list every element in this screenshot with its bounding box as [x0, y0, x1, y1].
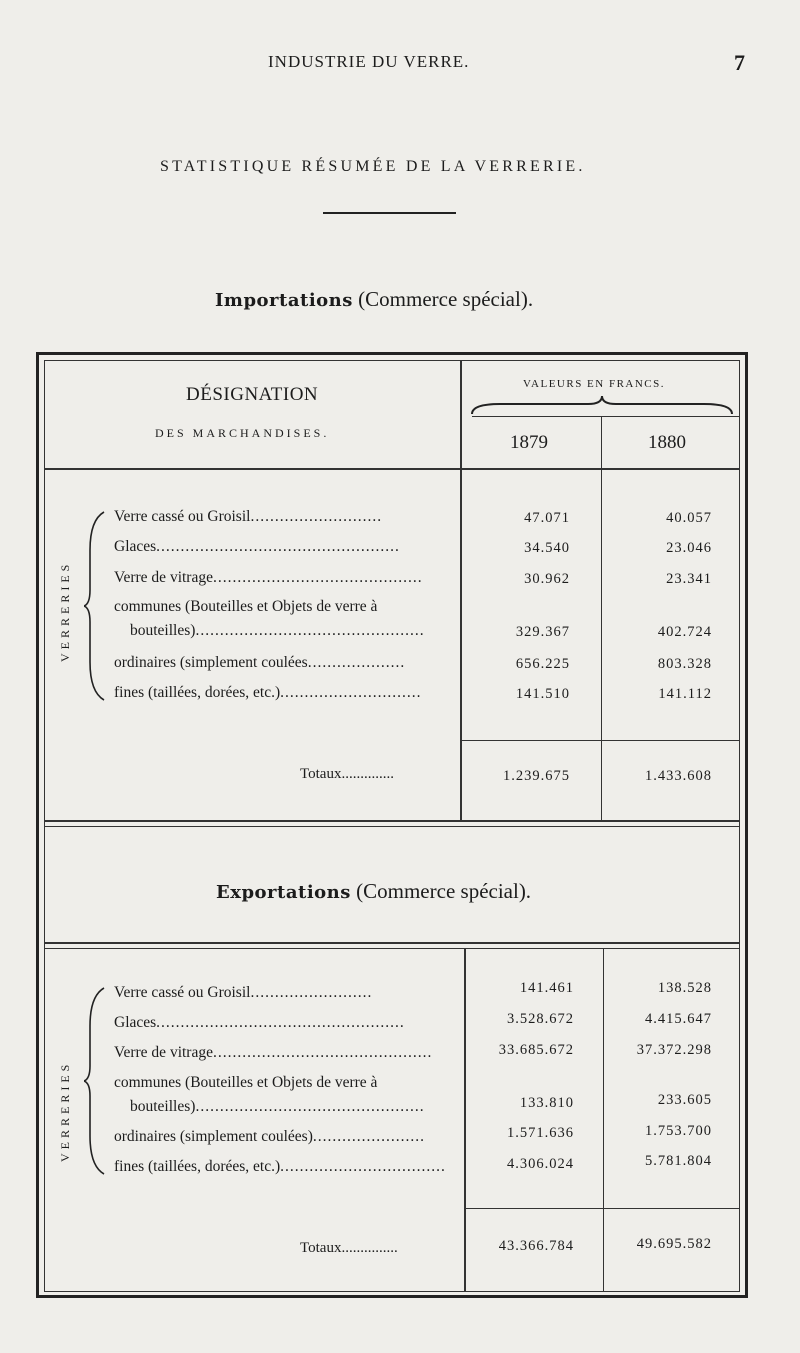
header-brace [470, 394, 735, 416]
value-1879: 1.571.636 [507, 1125, 574, 1141]
col-divider-years-1 [601, 416, 602, 822]
total-1880: 49.695.582 [636, 1236, 712, 1252]
vertical-label-exp: VERRERIES [58, 1060, 72, 1162]
row-label-continued: bouteilles)............................................... [130, 1098, 425, 1115]
value-1880: 5.781.804 [645, 1153, 712, 1169]
value-1880: 23.046 [666, 540, 712, 556]
value-1880: 141.112 [658, 686, 712, 702]
page-title: STATISTIQUE RÉSUMÉE DE LA VERRERIE. [160, 158, 586, 175]
value-1879: 3.528.672 [507, 1011, 574, 1027]
value-1880: 803.328 [657, 656, 712, 672]
exp-separator-2 [44, 948, 740, 949]
row-label: Verre de vitrage........................................... [114, 569, 423, 586]
importations-heading [215, 287, 533, 312]
header-marchandises: DES MARCHANDISES. [155, 426, 330, 440]
row-label: fines (taillées, dorées, etc.).................................. [114, 1158, 446, 1175]
value-1880: 402.724 [657, 624, 712, 640]
total-1879: 43.366.784 [498, 1238, 574, 1254]
value-1879: 34.540 [524, 540, 570, 556]
row-label: Glaces.................................................. [114, 538, 400, 555]
exportations-heading [216, 879, 531, 904]
row-label: ordinaires (simplement coulées)....................... [114, 1128, 425, 1145]
mid-separator-2 [44, 826, 740, 827]
exp-separator [44, 942, 740, 944]
row-label: Verre de vitrage............................................. [114, 1044, 433, 1061]
brace-imp [84, 510, 108, 702]
header-separator [44, 468, 740, 470]
value-1879: 47.071 [524, 510, 570, 526]
vertical-label-imp: VERRERIES [58, 560, 72, 662]
header-year-1879: 1879 [510, 432, 548, 453]
running-head: INDUSTRIE DU VERRE. [268, 52, 470, 71]
value-1880: 37.372.298 [636, 1042, 712, 1058]
value-1879: 141.461 [519, 980, 574, 996]
page-number: 7 [734, 50, 745, 75]
value-1880: 23.341 [666, 571, 712, 587]
value-1880: 4.415.647 [645, 1011, 712, 1027]
row-label: Glaces................................................... [114, 1014, 405, 1031]
value-1880: 1.753.700 [645, 1123, 712, 1139]
row-label: communes (Bouteilles et Objets de verre à [114, 598, 378, 615]
imp-total-separator [460, 740, 740, 741]
value-1880: 40.057 [666, 510, 712, 526]
row-label: communes (Bouteilles et Objets de verre à [114, 1074, 378, 1091]
mid-separator [44, 820, 740, 822]
value-1879: 329.367 [515, 624, 570, 640]
value-1879: 4.306.024 [507, 1156, 574, 1172]
row-label: Verre cassé ou Groisil......................... [114, 984, 373, 1001]
exp-total-separator [464, 1208, 740, 1209]
value-1879: 141.510 [515, 686, 570, 702]
row-label: ordinaires (simplement coulées.................... [114, 654, 406, 671]
total-1879: 1.239.675 [503, 768, 570, 784]
col-divider-main-1 [460, 360, 462, 822]
importations-heading-rest: (Commerce spécial). [352, 287, 534, 311]
exportations-heading-bold: Exportations [216, 882, 351, 903]
value-1879: 656.225 [515, 656, 570, 672]
year-separator [472, 416, 740, 417]
title-rule [323, 212, 456, 214]
header-valeurs: VALEURS EN FRANCS. [523, 378, 666, 390]
totals-label: Totaux.............. [300, 766, 394, 782]
row-label-continued: bouteilles)............................................... [130, 622, 425, 639]
row-label: Verre cassé ou Groisil........................... [114, 508, 383, 525]
value-1879: 133.810 [519, 1095, 574, 1111]
exportations-heading-rest: (Commerce spécial). [350, 879, 532, 903]
value-1879: 33.685.672 [498, 1042, 574, 1058]
value-1880: 138.528 [657, 980, 712, 996]
header-year-1880: 1880 [648, 432, 686, 453]
header-designation: DÉSIGNATION [186, 384, 319, 405]
brace-exp [84, 986, 108, 1176]
importations-heading-bold: Importations [215, 290, 353, 311]
value-1880: 233.605 [657, 1092, 712, 1108]
totals-label: Totaux............... [300, 1240, 398, 1256]
row-label: fines (taillées, dorées, etc.)............................. [114, 684, 422, 701]
total-1880: 1.433.608 [645, 768, 712, 784]
value-1879: 30.962 [524, 571, 570, 587]
